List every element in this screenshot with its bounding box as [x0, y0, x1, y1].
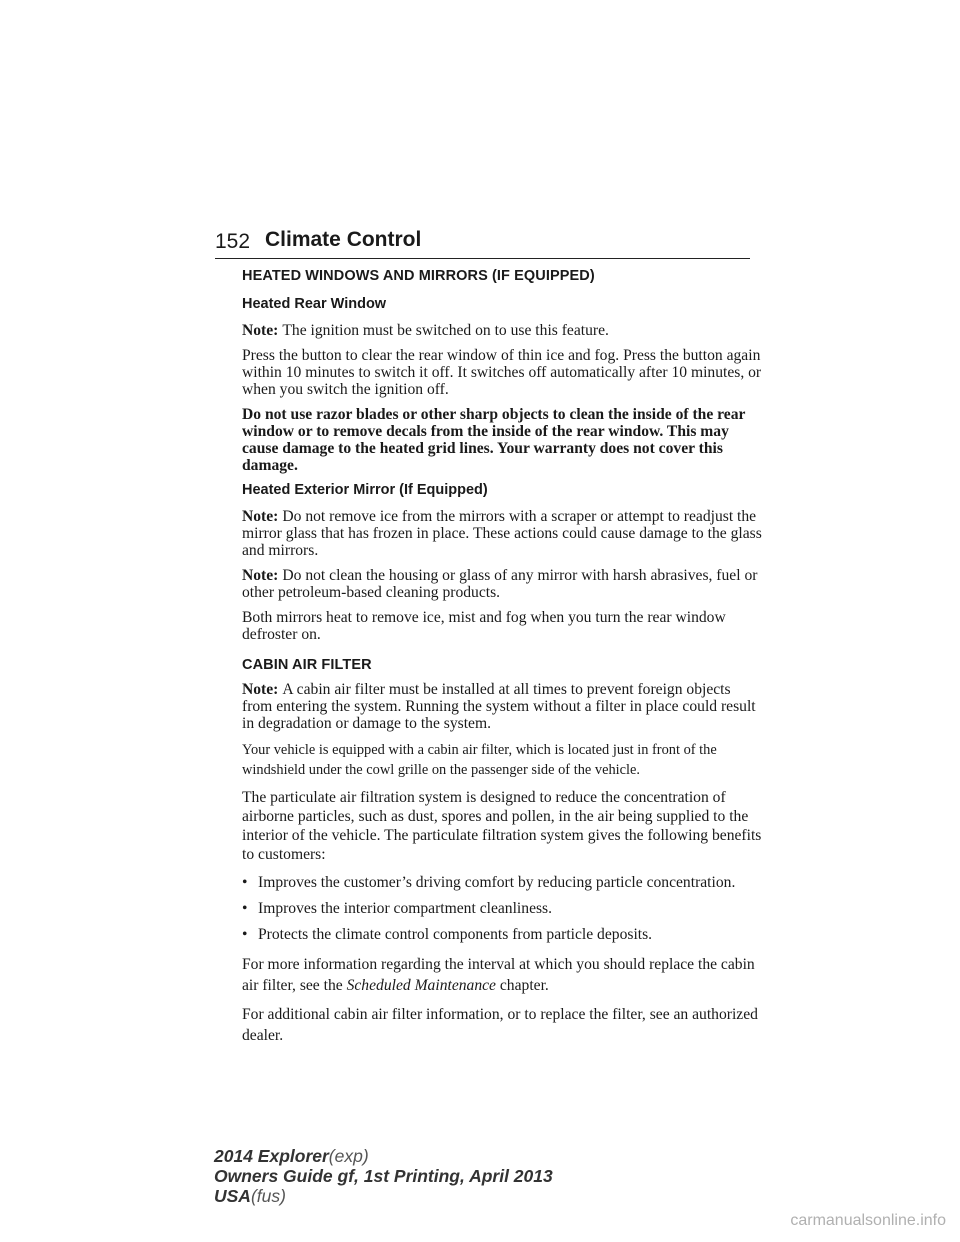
rear-window-note [242, 322, 762, 339]
note-text: The ignition must be switched on to use this feature. [282, 322, 609, 339]
dealer-info: For additional cabin air filter information, or to replace the filter, see an authorized dealer. [242, 1006, 758, 1044]
rear-window-warning: Do not use razor blades or other sharp objects to clean the inside of the rear window or to remove decals from the inside of the rear window. This may cause damage to the heated grid lines. Your warranty does not cover this damage. [242, 406, 746, 474]
note-text: A cabin air filter must be installed at all times to prevent foreign objects from entering the system. Running the system without a filter in place could result in degradation or damage to the system. [242, 681, 756, 732]
watermark: carmanualsonline.info [790, 1212, 946, 1229]
mirror-description: Both mirrors heat to remove ice, mist and fog when you turn the rear window defroster on. [242, 609, 726, 643]
subsection-title-mirror: Heated Exterior Mirror (If Equipped) [242, 482, 488, 498]
footer-line-2: Owners Guide gf, 1st Printing, April 2013 [214, 1166, 553, 1186]
maintenance-reference: For more information regarding the interval at which you should replace the cabin air filter, see the Scheduled Maintenance chapter. [242, 956, 755, 994]
note-text: Do not clean the housing or glass of any mirror with harsh abrasives, fuel or other petroleum-based cleaning products. [242, 567, 758, 601]
list-item: • Improves the interior compartment cleanliness. [242, 898, 762, 920]
cabin-filter-location: Your vehicle is equipped with a cabin air filter, which is located just in front of the windshield under the cowl grille on the passenger side of the vehicle. [242, 742, 717, 778]
mirror-note-1 [242, 508, 762, 559]
bullet-icon: • [242, 874, 248, 891]
cabin-note [242, 681, 762, 732]
cabin-filter-description: The particulate air filtration system is designed to reduce the concentration of airborne particles, such as dust, spores and pollen, in the air being supplied to the interior of the vehicle. The particulate filtration system gives the following benefits to customers: [242, 789, 762, 863]
list-item: • Protects the climate control components from particle deposits. [242, 924, 762, 946]
page-content [242, 268, 762, 1054]
note-label: Note: [242, 567, 279, 584]
chapter-title: Climate Control [265, 228, 422, 251]
note-text: Do not remove ice from the mirrors with a scraper or attempt to readjust the mirror glass that has frozen in place. These actions could cause damage to the glass and mirrors. [242, 508, 762, 559]
note-label: Note: [242, 508, 279, 525]
footer-line-1: 2014 Explorer(exp) [214, 1146, 369, 1166]
subsection-title-rear-window: Heated Rear Window [242, 296, 387, 312]
list-item: • Improves the customer’s driving comfort by reducing particle concentration. [242, 872, 762, 894]
bullet-icon: • [242, 926, 248, 943]
mirror-note-2 [242, 567, 762, 601]
footer-line-3: USA(fus) [214, 1186, 286, 1206]
section-title-heated: HEATED WINDOWS AND MIRRORS (IF EQUIPPED) [242, 268, 595, 284]
chapter-reference-link[interactable]: Scheduled Maintenance [346, 977, 496, 994]
note-label: Note: [242, 681, 279, 698]
section-title-cabin-air-filter: CABIN AIR FILTER [242, 657, 372, 673]
page-header [215, 228, 750, 259]
note-label: Note: [242, 322, 279, 339]
bullet-icon: • [242, 900, 248, 917]
page-number: 152 [215, 230, 251, 253]
page-footer [214, 1146, 553, 1206]
benefits-list [242, 872, 762, 946]
rear-window-instructions: Press the button to clear the rear window of thin ice and fog. Press the button again within 10 minutes to switch it off. It switches off automatically after 10 minutes, or when you switch the ignition off. [242, 347, 762, 398]
